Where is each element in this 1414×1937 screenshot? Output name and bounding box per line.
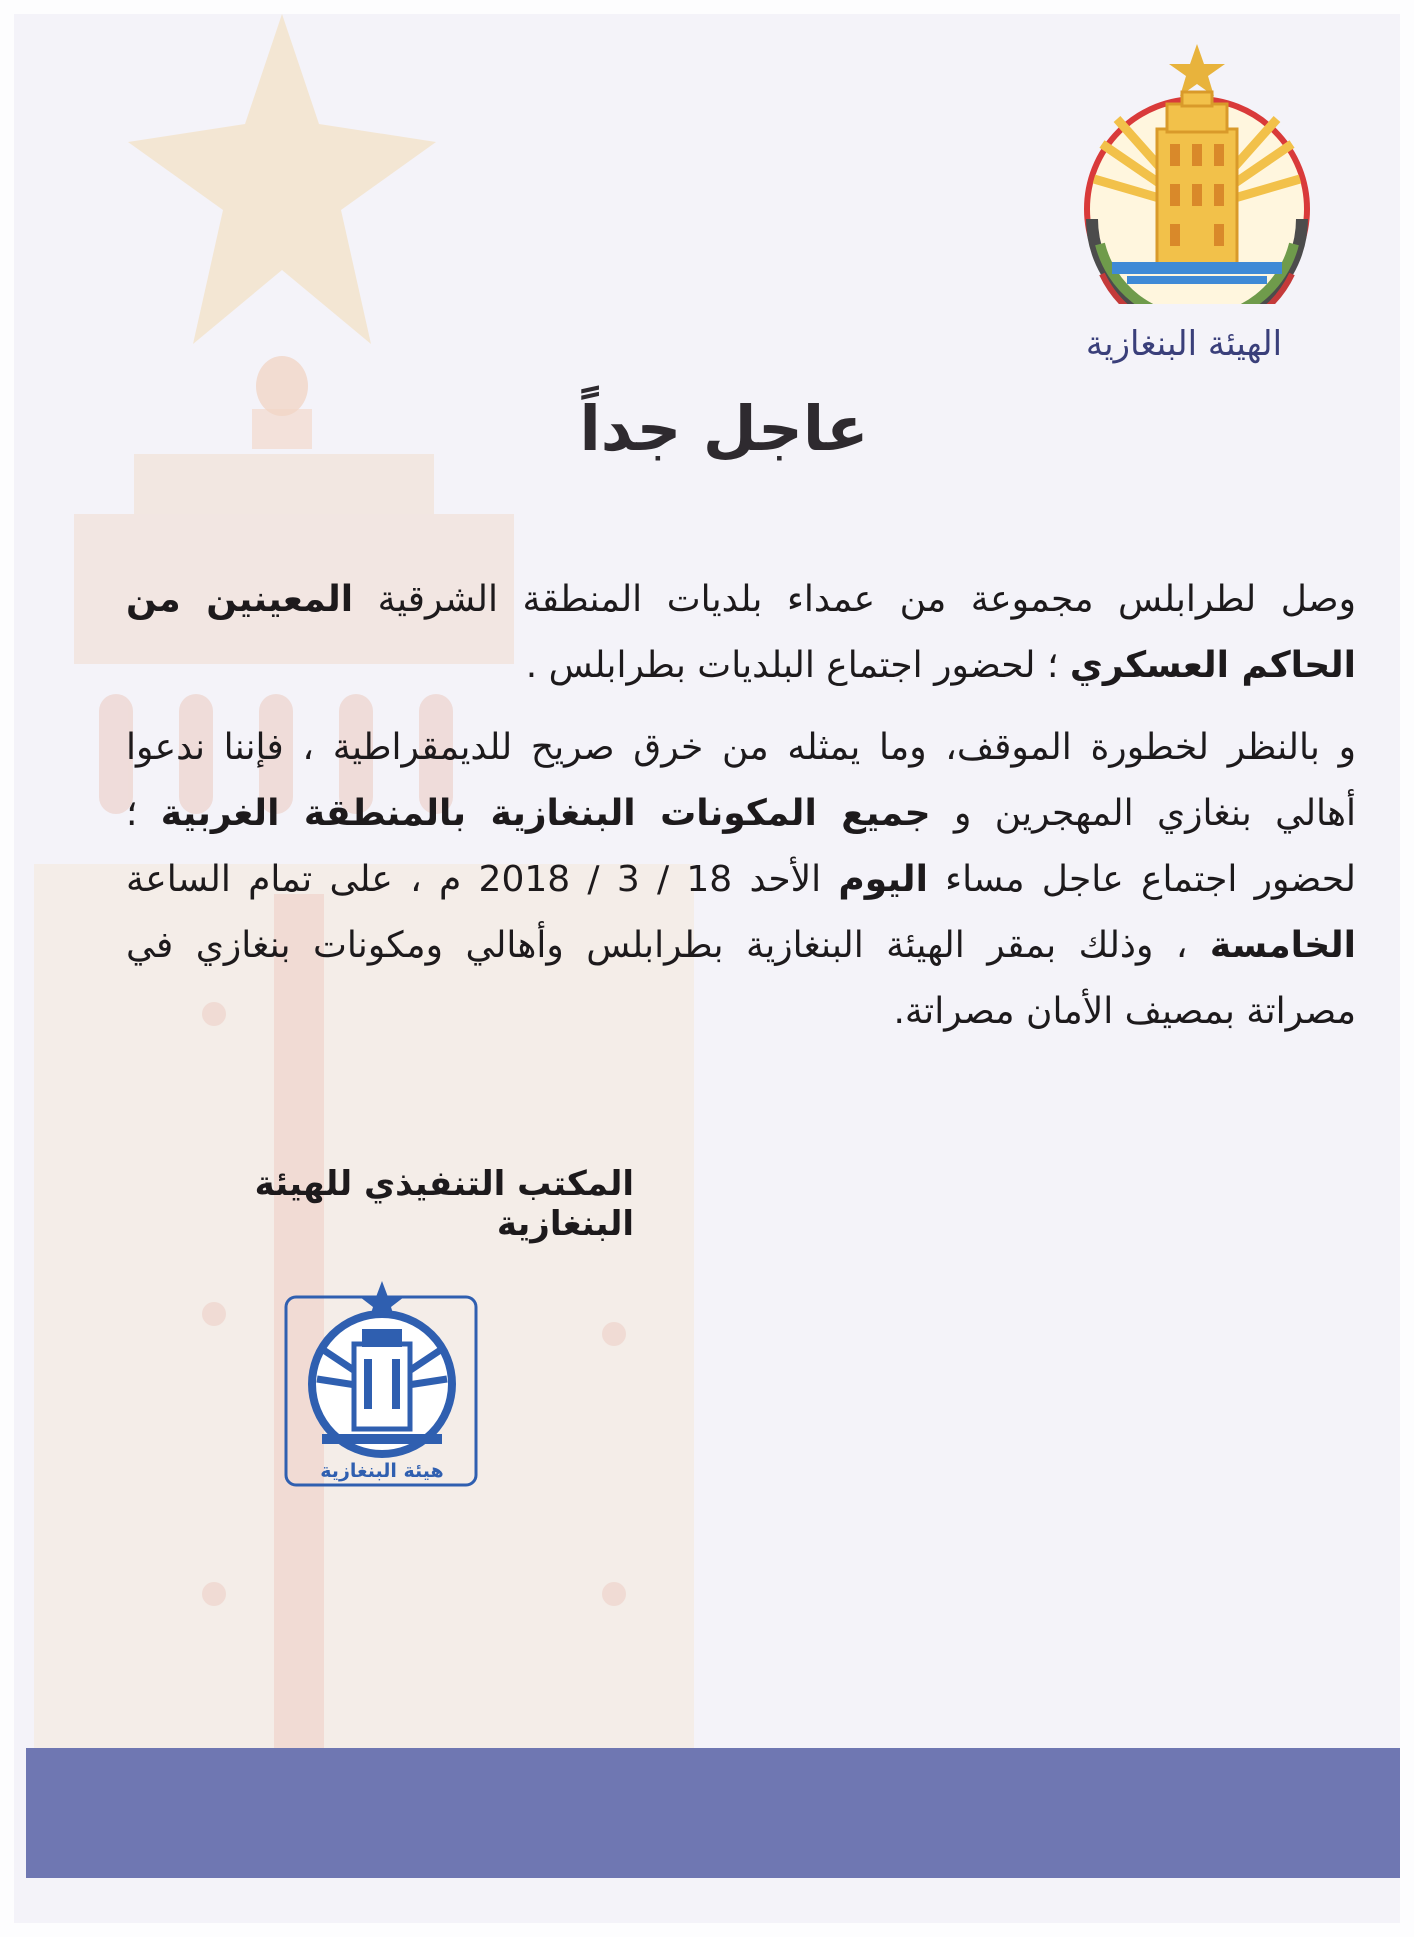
paragraph-1-text-end: ؛ لحضور اجتماع البلديات بطرابلس . xyxy=(525,645,1070,686)
paragraph-2-text-location: ، وذلك بمقر الهيئة البنغازية بطرابلس وأهالي ومكونات بنغازي في مصراتة بمصيف الأمان مصراتة. xyxy=(126,925,1356,1032)
organization-logo-icon xyxy=(1072,34,1322,304)
paragraph-2-text-date: الأحد 18 / 3 / 2018 م ، على تمام الساعة xyxy=(126,859,839,900)
organization-name: الهيئة البنغازية xyxy=(1085,324,1283,364)
organization-seal-stamp-icon xyxy=(282,1279,502,1504)
signature: المكتب التنفيذي للهيئة البنغازية xyxy=(254,1164,634,1244)
paragraph-1 xyxy=(126,567,1356,699)
letterhead-sheet xyxy=(14,14,1400,1923)
paragraph-2-text: و بالنظر لخطورة الموقف، وما يمثله من خرق صريح للديمقراطية ، فإننا ندعوا أهالي بنغازي المهجرين و xyxy=(126,727,1356,834)
paragraph-2-bold-components: جميع المكونات البنغازية بالمنطقة الغربية xyxy=(160,793,931,834)
paragraph-2-text-meeting: ؛ لحضور اجتماع عاجل مساء xyxy=(126,793,1357,900)
notice-title: عاجل جداً xyxy=(579,392,869,465)
paragraph-1-text: وصل لطرابلس مجموعة من عمداء بلديات المنطقة الشرقية xyxy=(353,579,1356,620)
paragraph-2-bold-time: الخامسة xyxy=(1209,925,1356,966)
paragraph-2-bold-today: اليوم xyxy=(838,859,928,900)
svg-text:هيئة البنغازية: هيئة البنغازية xyxy=(320,1460,444,1482)
paragraph-1-bold: المعينين من الحاكم العسكري xyxy=(126,579,1356,686)
footer-band xyxy=(26,1748,1400,1878)
paragraph-2 xyxy=(126,715,1356,1045)
notice-body xyxy=(126,567,1356,1045)
